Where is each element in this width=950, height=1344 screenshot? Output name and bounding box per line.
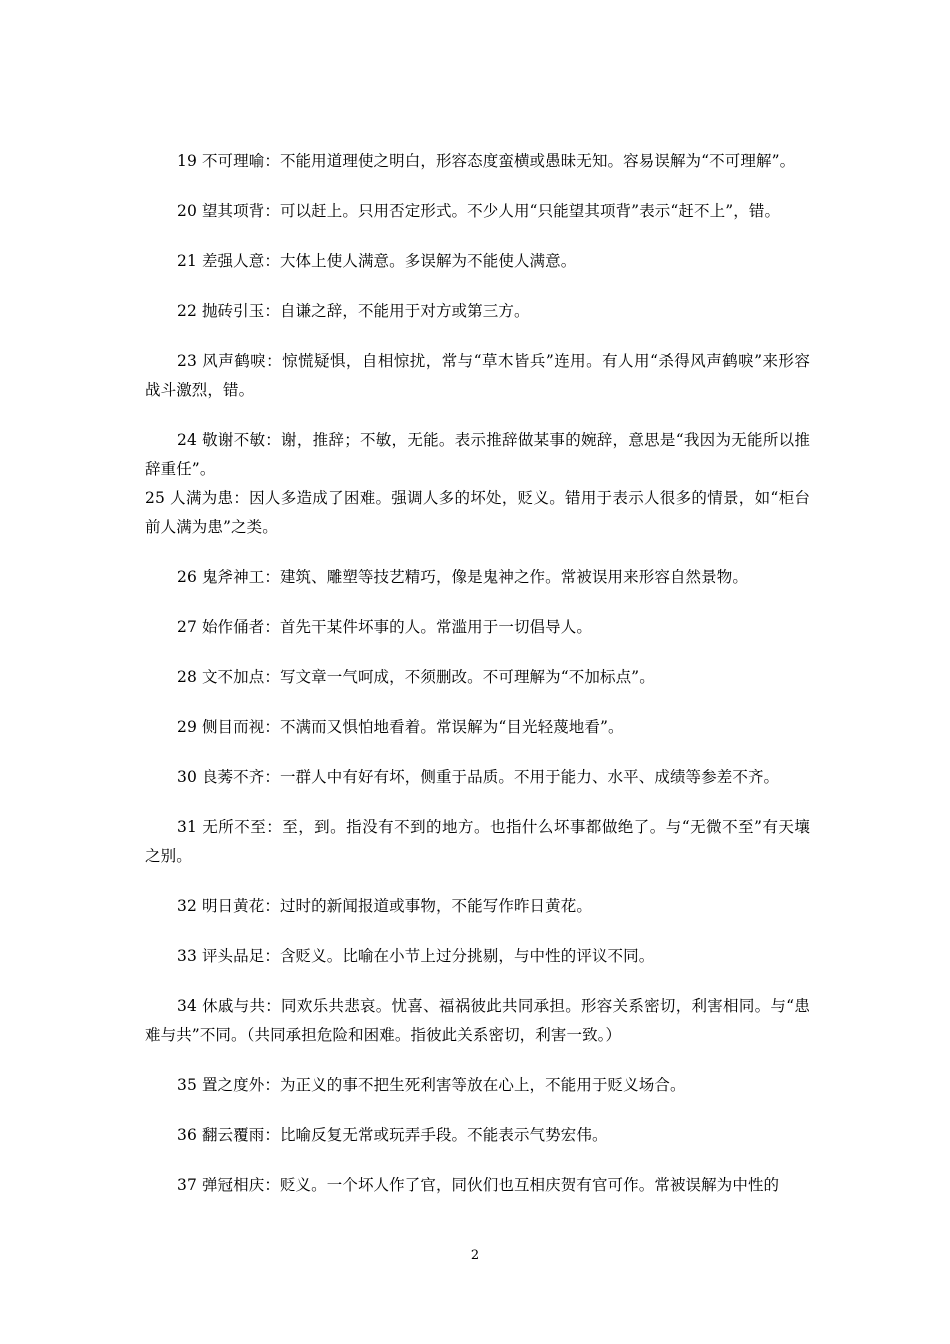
idiom-entry-28: 28 文不加点：写文章一气呵成，不须删改。不可理解为“不加标点”。 [177,668,655,686]
idiom-entry-27: 27 始作俑者：首先干某件坏事的人。常滥用于一切倡导人。 [177,618,592,636]
idiom-entry-22: 22 抛砖引玉：自谦之辞，不能用于对方或第三方。 [177,302,530,320]
idiom-entry-33: 33 评头品足：含贬义。比喻在小节上过分挑剔，与中性的评议不同。 [177,947,655,965]
idiom-entry-24: 24 敬谢不敏：谢，推辞；不敏，无能。表示推辞做某事的婉辞，意思是“我因为无能所以推辞重任”。 [145,431,810,478]
idiom-entry-23: 23 风声鹤唳：惊慌疑惧，自相惊扰，常与“草木皆兵”连用。有人用“杀得风声鹤唳”来形容战斗激烈，错。 [145,352,810,399]
idiom-entry-31: 31 无所不至：至，到。指没有不到的地方。也指什么坏事都做绝了。与“无微不至”有天壤之别。 [145,818,810,865]
idiom-entry-37: 37 弹冠相庆：贬义。一个坏人作了官，同伙们也互相庆贺有官可作。常被误解为中性的 [177,1176,780,1194]
idiom-entry-21: 21 差强人意：大体上使人满意。多误解为不能使人满意。 [177,252,577,270]
idiom-entry-35: 35 置之度外：为正义的事不把生死利害等放在心上，不能用于贬义场合。 [177,1076,686,1094]
idiom-entry-26: 26 鬼斧神工：建筑、雕塑等技艺精巧，像是鬼神之作。常被误用来形容自然景物。 [177,568,748,586]
page-number: 2 [470,1248,480,1263]
idiom-entry-32: 32 明日黄花：过时的新闻报道或事物，不能写作昨日黄花。 [177,897,592,915]
idiom-entry-25: 25 人满为患：因人多造成了困难。强调人多的坏处，贬义。错用于表示人很多的情景，如“柜台前人满为患”之类。 [145,489,810,536]
idiom-entry-36: 36 翻云覆雨：比喻反复无常或玩弄手段。不能表示气势宏伟。 [177,1126,608,1144]
idiom-entry-19: 19 不可理喻：不能用道理使之明白，形容态度蛮横或愚昧无知。容易误解为“不可理解”。 [177,152,796,170]
idiom-entry-20: 20 望其项背：可以赶上。只用否定形式。不少人用“只能望其项背”表示“赶不上”，错。 [177,202,781,220]
document-body [145,147,810,1221]
idiom-entry-29: 29 侧目而视：不满而又惧怕地看着。常误解为“目光轻蔑地看”。 [177,718,624,736]
idiom-entry-30: 30 良莠不齐：一群人中有好有坏，侧重于品质。不用于能力、水平、成绩等参差不齐。 [177,768,780,786]
idiom-entry-34: 34 休戚与共：同欢乐共悲哀。忧喜、福祸彼此共同承担。形容关系密切，利害相同。与“患难与共”不同。（共同承担危险和困难。指彼此关系密切，利害一致。） [145,997,810,1044]
